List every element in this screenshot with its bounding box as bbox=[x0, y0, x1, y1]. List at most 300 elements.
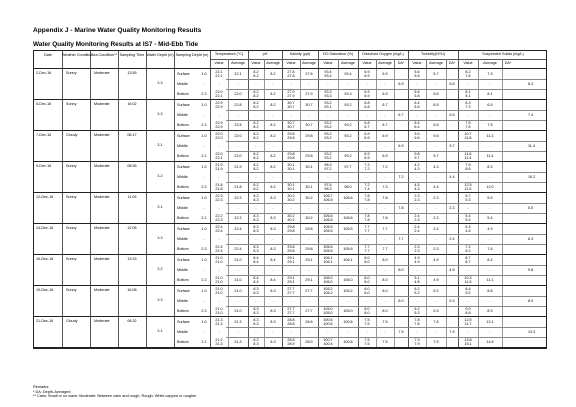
cell-depth-label: Middle bbox=[177, 113, 188, 117]
header-value: Value bbox=[251, 61, 261, 65]
cell-sea: Moderate bbox=[94, 319, 110, 323]
cell-salinity-average: 30.2 bbox=[305, 216, 313, 220]
cell-temp-value: 22.4 22.4 bbox=[215, 225, 223, 233]
subrow-divider bbox=[226, 275, 546, 276]
cell-turbidity-value: 6.4 6.6 bbox=[414, 101, 420, 109]
cell-depth-label: Middle bbox=[177, 175, 188, 179]
column-divider bbox=[90, 286, 91, 316]
cell-empty: - bbox=[416, 144, 418, 148]
cell-empty: - bbox=[255, 330, 257, 334]
subrow-divider bbox=[226, 110, 546, 111]
cell-empty: - bbox=[237, 82, 239, 86]
cell-sampling-depth: 1.0 bbox=[201, 196, 207, 200]
cell-ph-average: 8.3 bbox=[270, 309, 276, 313]
cell-salinity-average: 27.8 bbox=[305, 72, 313, 76]
column-divider bbox=[502, 224, 503, 254]
cell-empty: - bbox=[272, 82, 274, 86]
header-turbidity: Turbidity(NTU) bbox=[420, 52, 446, 56]
column-divider bbox=[62, 162, 63, 192]
cell-weather: Sunny bbox=[66, 102, 77, 106]
cell-ss-value: 5.7 5.3 bbox=[465, 194, 471, 202]
cell-empty: - bbox=[366, 330, 368, 334]
cell-empty: - bbox=[272, 144, 274, 148]
cell-empty: - bbox=[366, 268, 368, 272]
cell-empty: - bbox=[416, 268, 418, 272]
cell-turbidity-average: 7.9 bbox=[433, 340, 439, 344]
cell-temp-average: 21.8 bbox=[234, 185, 242, 189]
cell-empty: - bbox=[203, 144, 205, 148]
cell-ph-value: 8.2 8.2 bbox=[253, 101, 259, 109]
cell-depth-label: Surface bbox=[177, 258, 190, 262]
table-row-group bbox=[34, 69, 546, 100]
header-temperature: Temperature (°C) bbox=[214, 52, 244, 56]
cell-empty: - bbox=[290, 299, 292, 303]
cell-ph-average: 8.3 bbox=[270, 320, 276, 324]
cell-depth-label: Surface bbox=[177, 227, 190, 231]
cell-empty: - bbox=[489, 330, 491, 334]
cell-turbidity-value: 2.4 2.3 bbox=[414, 214, 420, 222]
cell-empty: - bbox=[366, 144, 368, 148]
column-divider bbox=[62, 255, 63, 285]
cell-dosat-value: 105.0 105.0 bbox=[323, 307, 333, 315]
cell-salinity-value: 30.1 30.1 bbox=[287, 163, 295, 171]
cell-empty: - bbox=[489, 237, 491, 241]
cell-ss-average: 11.4 bbox=[486, 154, 494, 158]
cell-temp-value: 21.3 21.3 bbox=[215, 318, 223, 326]
cell-do-value: 7.5 7.5 bbox=[364, 318, 370, 326]
cell-turbidity-value: 5.6 5.8 bbox=[414, 90, 420, 98]
header-time: Sampling Time bbox=[119, 53, 145, 57]
cell-temp-value: 22.9 22.9 bbox=[215, 121, 223, 129]
cell-salinity-average: 28.9 bbox=[305, 340, 313, 344]
cell-empty: - bbox=[327, 82, 329, 86]
cell-empty: - bbox=[255, 206, 257, 210]
cell-ph-value: 8.3 8.3 bbox=[253, 194, 259, 202]
cell-empty: - bbox=[347, 268, 349, 272]
cell-empty: - bbox=[384, 330, 386, 334]
cell-empty: - bbox=[255, 144, 257, 148]
cell-empty: - bbox=[272, 113, 274, 117]
cell-salinity-value: 30.2 30.2 bbox=[287, 214, 295, 222]
cell-depth-label: Bottom bbox=[177, 123, 189, 127]
cell-ss-da: 13.3 bbox=[528, 330, 536, 334]
cell-dosat-average: 93.2 bbox=[344, 154, 352, 158]
subrow-divider bbox=[226, 296, 546, 297]
cell-turbidity-value: 4.5 4.3 bbox=[414, 183, 420, 191]
cell-ph-average: 8.2 bbox=[270, 72, 276, 76]
cell-sampling-depth: 1.0 bbox=[201, 320, 207, 324]
cell-time: 08:55 bbox=[127, 164, 137, 168]
cell-salinity-average: 29.1 bbox=[305, 278, 313, 282]
cell-sampling-depth: 2.2 bbox=[201, 278, 207, 282]
column-divider bbox=[174, 193, 175, 223]
column-divider bbox=[502, 162, 503, 192]
cell-salinity-average: 27.9 bbox=[305, 92, 313, 96]
cell-do-average: 7.3 bbox=[382, 185, 388, 189]
cell-dosat-average: 105.5 bbox=[343, 227, 353, 231]
cell-sampling-depth: 1.0 bbox=[201, 165, 207, 169]
cell-empty: - bbox=[255, 113, 257, 117]
cell-depth-label: Surface bbox=[177, 72, 190, 76]
cell-empty: - bbox=[347, 113, 349, 117]
cell-turbidity-value: 7.9 7.9 bbox=[414, 338, 420, 346]
cell-salinity-value: 27.7 27.7 bbox=[287, 287, 295, 295]
cell-ss-value: 8.4 9.2 bbox=[465, 287, 471, 295]
cell-ph-value: 8.3 8.3 bbox=[253, 225, 259, 233]
cell-empty: - bbox=[327, 175, 329, 179]
cell-empty: - bbox=[237, 175, 239, 179]
cell-turbidity-da: 7.9 bbox=[449, 330, 455, 334]
subrow-divider bbox=[226, 244, 546, 245]
remarks bbox=[33, 385, 197, 399]
cell-ph-value: 8.3 8.3 bbox=[253, 245, 259, 253]
cell-ss-da: 11.4 bbox=[528, 144, 535, 148]
cell-dosat-value: 93.2 93.2 bbox=[324, 132, 332, 140]
subrow-divider bbox=[226, 89, 546, 90]
cell-sea: Moderate bbox=[94, 288, 110, 292]
cell-ss-value: 8.2 7.6 bbox=[465, 70, 471, 78]
header-value: Value bbox=[463, 61, 473, 65]
cell-sampling-depth: 2.1 bbox=[201, 216, 207, 220]
cell-temp-average: 22.4 bbox=[234, 227, 242, 231]
cell-empty: - bbox=[467, 206, 469, 210]
cell-ss-average: 14.5 bbox=[486, 340, 494, 344]
cell-ph-value: 8.2 8.2 bbox=[253, 90, 259, 98]
cell-ph-value: 8.3 8.3 bbox=[253, 214, 259, 222]
column-divider bbox=[446, 59, 447, 68]
cell-ss-value: 8.7 8.7 bbox=[465, 256, 471, 264]
cell-do-average: 7.8 bbox=[382, 196, 388, 200]
column-divider bbox=[62, 69, 63, 99]
cell-empty: - bbox=[290, 144, 292, 148]
cell-dosat-average: 98.0 bbox=[344, 185, 352, 189]
cell-empty: - bbox=[347, 237, 349, 241]
cell-empty: - bbox=[416, 113, 418, 117]
cell-dosat-value: 106.0 106.0 bbox=[323, 276, 333, 284]
cell-ph-average: 8.3 bbox=[270, 289, 276, 293]
cell-ss-value: 12.5 11.7 bbox=[464, 318, 472, 326]
cell-temp-value: 21.0 21.0 bbox=[215, 307, 223, 315]
cell-dosat-average: 105.2 bbox=[343, 289, 353, 293]
table-title: Water Quality Monitoring Results at IS7 - Mid-Ebb Tide bbox=[33, 41, 199, 48]
cell-empty: - bbox=[489, 299, 491, 303]
cell-salinity-average: 27.7 bbox=[305, 309, 313, 313]
cell-salinity-value: 30.7 30.7 bbox=[287, 121, 295, 129]
cell-empty: - bbox=[308, 206, 310, 210]
cell-turbidity-da: 2.3 bbox=[449, 206, 455, 210]
cell-ss-value: 8.1 8.1 bbox=[465, 90, 471, 98]
cell-sampling-depth: 1.0 bbox=[201, 227, 207, 231]
cell-temp-value: 22.1 22.1 bbox=[215, 70, 223, 78]
cell-water-depth: 3.1 bbox=[157, 205, 163, 209]
cell-ph-value: 8.2 8.2 bbox=[253, 183, 259, 191]
cell-turbidity-average: 4.9 bbox=[433, 278, 439, 282]
cell-temp-value: 21.9 21.9 bbox=[215, 163, 223, 171]
cell-date: 7-Dec-16 bbox=[36, 133, 52, 137]
cell-do-da: 8.0 bbox=[398, 268, 404, 272]
cell-salinity-value: 27.7 27.7 bbox=[287, 307, 295, 315]
cell-empty: - bbox=[435, 330, 437, 334]
remarks-heading: Remarks: bbox=[33, 385, 50, 389]
subrow-divider bbox=[226, 203, 546, 204]
cell-temp-average: 21.0 bbox=[234, 289, 242, 293]
cell-ss-average: 8.1 bbox=[487, 92, 493, 96]
cell-salinity-average: 30.2 bbox=[305, 196, 313, 200]
cell-empty: - bbox=[327, 237, 329, 241]
cell-empty: - bbox=[290, 237, 292, 241]
cell-ss-da: 6.3 bbox=[528, 237, 534, 241]
cell-ss-average: 8.8 bbox=[487, 289, 493, 293]
cell-ss-value: 7.2 8.2 bbox=[465, 245, 471, 253]
cell-water-depth: 3.1 bbox=[157, 329, 163, 333]
cell-ph-value: 8.3 8.3 bbox=[253, 287, 259, 295]
cell-temp-average: 22.0 bbox=[234, 134, 242, 138]
cell-dosat-value: 105.6 105.5 bbox=[323, 225, 333, 233]
cell-dosat-average: 100.6 bbox=[343, 320, 353, 324]
cell-turbidity-average: 2.4 bbox=[433, 227, 439, 231]
cell-turbidity-average: 5.3 bbox=[433, 309, 439, 313]
cell-empty: - bbox=[435, 175, 437, 179]
cell-weather: Sunny bbox=[66, 195, 77, 199]
cell-depth-label: Surface bbox=[177, 196, 190, 200]
cell-dosat-average: 100.6 bbox=[343, 340, 353, 344]
cell-date: 9-Dec-16 bbox=[36, 164, 52, 168]
cell-ss-da: 5.5 bbox=[528, 206, 534, 210]
cell-sampling-depth: 1.0 bbox=[201, 289, 207, 293]
cell-ss-average: 7.5 bbox=[487, 123, 493, 127]
cell-empty: - bbox=[290, 330, 292, 334]
cell-sea: Moderate bbox=[94, 133, 110, 137]
cell-sampling-depth: 1.0 bbox=[201, 103, 207, 107]
cell-ph-average: 8.2 bbox=[270, 134, 276, 138]
cell-ss-average: 11.1 bbox=[486, 278, 494, 282]
header-ph: pH bbox=[262, 52, 268, 56]
cell-turbidity-average: 2.3 bbox=[433, 247, 439, 251]
table-header bbox=[34, 51, 546, 69]
cell-empty: - bbox=[203, 113, 205, 117]
cell-ss-average: 5.5 bbox=[487, 196, 493, 200]
cell-empty: - bbox=[435, 206, 437, 210]
cell-empty: - bbox=[366, 206, 368, 210]
cell-turbidity-average: 5.8 bbox=[433, 92, 439, 96]
cell-dosat-value: 93.2 93.2 bbox=[324, 152, 332, 160]
cell-turbidity-value: 9.8 9.7 bbox=[414, 152, 420, 160]
cell-salinity-average: 29.8 bbox=[305, 154, 313, 158]
column-divider bbox=[228, 59, 229, 68]
cell-sampling-depth: 2.3 bbox=[201, 92, 207, 96]
cell-turbidity-average: 4.9 bbox=[433, 258, 439, 262]
cell-do-value: 6.8 6.8 bbox=[364, 101, 370, 109]
cell-empty: - bbox=[308, 299, 310, 303]
appendix-title: Appendix J - Marine Water Quality Monitoring Results bbox=[33, 27, 202, 34]
cell-empty: - bbox=[272, 206, 274, 210]
cell-weather: Sunny bbox=[66, 257, 77, 261]
cell-depth-label: Middle bbox=[177, 144, 188, 148]
cell-salinity-average: 29.8 bbox=[305, 134, 313, 138]
cell-turbidity-average: 4.3 bbox=[433, 165, 439, 169]
cell-time: 16:02 bbox=[127, 102, 137, 106]
cell-turbidity-average: 6.5 bbox=[433, 123, 439, 127]
cell-temp-average: 22.1 bbox=[234, 72, 242, 76]
cell-do-average: 6.7 bbox=[382, 103, 388, 107]
cell-salinity-average: 29.8 bbox=[305, 227, 313, 231]
table-row-group bbox=[34, 100, 546, 131]
cell-temp-average: 22.4 bbox=[234, 247, 242, 251]
cell-ph-average: 8.3 bbox=[270, 227, 276, 231]
cell-water-depth: 3.2 bbox=[157, 174, 163, 178]
cell-temp-average: 22.0 bbox=[234, 154, 242, 158]
cell-turbidity-average: 2.3 bbox=[433, 196, 439, 200]
cell-empty: - bbox=[384, 299, 386, 303]
column-divider bbox=[174, 286, 175, 316]
cell-ph-average: 8.3 bbox=[270, 340, 276, 344]
header-da: DA* bbox=[448, 61, 456, 65]
cell-empty: - bbox=[384, 175, 386, 179]
cell-salinity-average: 30.1 bbox=[305, 185, 313, 189]
cell-empty: - bbox=[237, 144, 239, 148]
cell-empty: - bbox=[290, 82, 292, 86]
cell-empty: - bbox=[218, 299, 220, 303]
cell-salinity-value: 30.1 30.1 bbox=[287, 183, 295, 191]
column-divider bbox=[174, 100, 175, 130]
cell-empty: - bbox=[327, 299, 329, 303]
cell-empty: - bbox=[290, 113, 292, 117]
cell-date: 12-Dec-16 bbox=[36, 195, 54, 199]
cell-salinity-value: 30.7 30.7 bbox=[287, 101, 295, 109]
cell-depth-label: Surface bbox=[177, 165, 190, 169]
cell-weather: Sunny bbox=[66, 288, 77, 292]
cell-do-da: 7.5 bbox=[398, 330, 404, 334]
cell-dosat-value: 100.7 100.4 bbox=[323, 338, 333, 346]
cell-empty: - bbox=[308, 330, 310, 334]
cell-do-value: 7.3 7.2 bbox=[364, 163, 370, 171]
cell-empty: - bbox=[237, 268, 239, 272]
cell-sampling-depth: 1.0 bbox=[201, 258, 207, 262]
cell-turbidity-average: 9.6 bbox=[433, 134, 439, 138]
cell-sampling-depth: 2.3 bbox=[201, 309, 207, 313]
cell-empty: - bbox=[347, 82, 349, 86]
cell-ph-average: 8.4 bbox=[270, 258, 276, 262]
header-date: Date bbox=[44, 53, 52, 57]
cell-empty: - bbox=[218, 330, 220, 334]
cell-empty: - bbox=[218, 82, 220, 86]
cell-do-value: 8.0 8.0 bbox=[364, 287, 370, 295]
cell-temp-average: 21.0 bbox=[234, 258, 242, 262]
cell-temp-value: 21.8 21.8 bbox=[215, 183, 223, 191]
cell-empty: - bbox=[203, 268, 205, 272]
cell-empty: - bbox=[489, 268, 491, 272]
cell-turbidity-da: 4.9 bbox=[449, 268, 455, 272]
remark-sea: ** Calm: Small or no wave; Moderate: Between calm and rough; Rough: White capped or rougher bbox=[33, 394, 197, 399]
cell-time: 12:05 bbox=[127, 226, 137, 230]
cell-dosat-average: 105.0 bbox=[343, 309, 353, 313]
header-da: DA* bbox=[504, 61, 512, 65]
cell-empty: - bbox=[218, 175, 220, 179]
cell-dosat-value: 106.7 106.5 bbox=[323, 194, 333, 202]
cell-empty: - bbox=[218, 237, 220, 241]
cell-temp-average: 21.0 bbox=[234, 278, 242, 282]
column-divider bbox=[502, 100, 503, 130]
column-divider bbox=[174, 255, 175, 285]
cell-dosat-value: 93.2 93.1 bbox=[324, 101, 332, 109]
header-average: Average bbox=[302, 61, 316, 65]
results-table bbox=[33, 50, 547, 349]
cell-ss-average: 12.0 bbox=[486, 185, 494, 189]
cell-salinity-value: 29.8 29.8 bbox=[287, 245, 295, 253]
header-value: Value bbox=[412, 61, 422, 65]
cell-depth-label: Bottom bbox=[177, 278, 189, 282]
cell-empty: - bbox=[347, 330, 349, 334]
column-divider bbox=[426, 59, 427, 68]
cell-depth-label: Surface bbox=[177, 134, 190, 138]
column-divider bbox=[502, 59, 503, 68]
column-divider bbox=[502, 255, 503, 285]
cell-do-da: 6.7 bbox=[398, 113, 404, 117]
cell-sampling-depth: 1.0 bbox=[201, 134, 207, 138]
cell-date: 14-Dec-16 bbox=[36, 226, 54, 230]
subrow-divider bbox=[226, 120, 546, 121]
cell-ph-average: 8.4 bbox=[270, 278, 276, 282]
cell-empty: - bbox=[203, 330, 205, 334]
cell-empty: - bbox=[366, 113, 368, 117]
column-divider bbox=[62, 100, 63, 130]
cell-empty: - bbox=[255, 175, 257, 179]
column-divider bbox=[174, 131, 175, 161]
cell-temp-average: 22.8 bbox=[234, 103, 242, 107]
cell-turbidity-value: 4.9 4.9 bbox=[414, 256, 420, 264]
column-divider bbox=[90, 317, 91, 347]
cell-weather: Cloudy bbox=[66, 133, 78, 137]
cell-turbidity-value: 7.8 7.8 bbox=[414, 318, 420, 326]
header-sampling-depth: Sampling Depth (m) bbox=[175, 53, 209, 57]
cell-depth-label: Bottom bbox=[177, 247, 189, 251]
cell-do-average: 6.9 bbox=[382, 154, 388, 158]
cell-salinity-average: 29.1 bbox=[305, 258, 313, 262]
cell-date: 19-Dec-16 bbox=[36, 288, 54, 292]
table-row-group bbox=[34, 162, 546, 193]
cell-do-average: 6.9 bbox=[382, 92, 388, 96]
column-divider bbox=[90, 100, 91, 130]
cell-sampling-depth: 2.2 bbox=[201, 185, 207, 189]
cell-sea: Moderate bbox=[94, 102, 110, 106]
header-dissolved-oxygen: Dissolved Oxygen (mg/L) bbox=[362, 52, 404, 56]
cell-empty: - bbox=[290, 175, 292, 179]
cell-ss-da: 8.9 bbox=[528, 299, 534, 303]
cell-empty: - bbox=[218, 144, 220, 148]
cell-salinity-value: 28.8 28.9 bbox=[287, 338, 295, 346]
cell-empty: - bbox=[467, 144, 469, 148]
cell-do-value: 7.2 7.4 bbox=[364, 183, 370, 191]
cell-date: 21-Dec-16 bbox=[36, 319, 54, 323]
cell-empty: - bbox=[327, 206, 329, 210]
cell-empty: - bbox=[489, 175, 491, 179]
cell-ss-value: 13.8 15.1 bbox=[464, 338, 472, 346]
header-value: Value bbox=[214, 61, 224, 65]
cell-empty: - bbox=[366, 237, 368, 241]
cell-turbidity-value: 2.3 2.3 bbox=[414, 245, 420, 253]
cell-salinity-value: 29.8 29.8 bbox=[287, 132, 295, 140]
column-divider bbox=[90, 224, 91, 254]
cell-empty: - bbox=[327, 113, 329, 117]
cell-turbidity-value: 5.2 5.3 bbox=[414, 307, 420, 315]
cell-empty: - bbox=[237, 206, 239, 210]
cell-empty: - bbox=[467, 237, 469, 241]
cell-salinity-average: 30.7 bbox=[305, 123, 313, 127]
column-divider bbox=[502, 131, 503, 161]
cell-empty: - bbox=[327, 144, 329, 148]
cell-empty: - bbox=[467, 175, 469, 179]
column-divider bbox=[62, 131, 63, 161]
